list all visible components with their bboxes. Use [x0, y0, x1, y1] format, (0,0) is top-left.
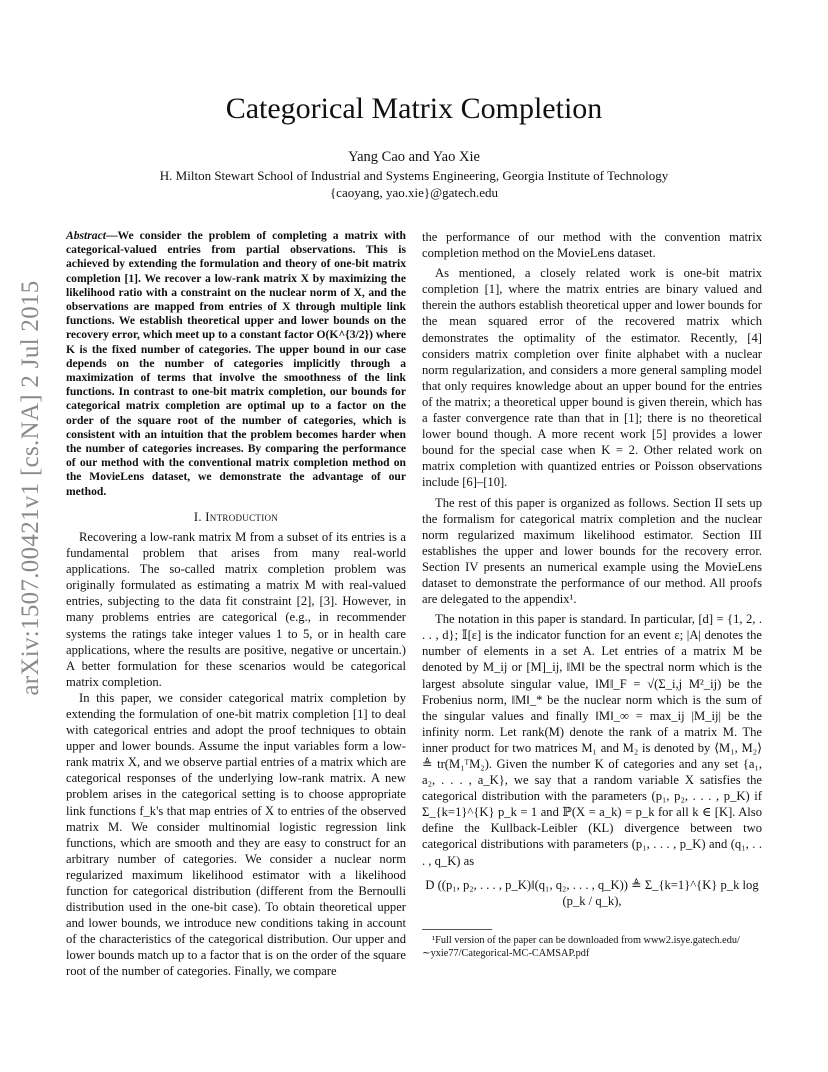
paragraph: In this paper, we consider categorical matrix completion by extending the formulation of one-bit matrix completion [1] to deal with categorical entries and adopt the proof techniques to obtain upper and lower bounds. Assume the input variables form a low-rank matrix X, and we observe partial entries of a matrix which are categorical responses of the underlying low-rank matrix. A new problem arises in the categorical setting is to choose appropriate link functions f_k's that map entries of X to entries of the observed matrix M. We consider multinomial logistic regression link functions, which are smooth and they are easy to construct for an arbitrary number of categories. We consider a nuclear norm regularized maximum likelihood estimator with a likelihood function for categorical distribution (different from the Bernoulli distribution used in the one-bit case). To obtain theoretical upper and lower bounds, we introduce new conditions taking in account of the characteristics of the categorical distribution. Our upper and lower bounds match up to a factor that is on the order of the square root of the number of categories. Finally, we compare: [66, 690, 406, 979]
right-column: [422, 229, 762, 960]
paragraph: The rest of this paper is organized as follows. Section II sets up the formalism for categorical matrix completion and the nuclear norm regularized maximum likelihood estimator. Section III establishes the upper and lower bounds for the recovery error. Section IV presents an numerical example using the MovieLens dataset to demonstrate the performance of our method. All proofs are delegated to the appendix¹.: [422, 495, 762, 607]
footnote-divider: [422, 929, 492, 930]
abstract-text: —We consider the problem of completing a matrix with categorical-valued entries from partial observations. This is achieved by extending the formulation and theory of one-bit matrix completion [1]. We recover a low-rank matrix X by maximizing the likelihood ratio with a constraint on the nuclear norm of X, and the observations are mapped from entries of X through multiple link functions. We establish theoretical upper and lower bounds on the recovery error, which meet up to a constant factor O(K^{3/2}) where K is the fixed number of categories. The upper bound in our case depends on the number of categories implicitly through a maximization of terms that involve the smoothness of the link functions. In contrast to one-bit matrix completion, our bounds for categorical matrix completion are optimal up to a factor on the order of the square root of the number of categories, which is consistent with an intuition that the problem becomes harder when the number of categories increases. By comparing the performance of our method with the conventional matrix completion method on the MovieLens dataset, we demonstrate the advantage of our method.: [66, 229, 406, 498]
arxiv-id: arXiv:1507.00421v1 [cs.NA] 2 Jul 2015: [17, 280, 44, 696]
abstract: [66, 229, 406, 499]
authors: Yang Cao and Yao Xie: [348, 149, 480, 165]
section-title: Introduction: [205, 509, 279, 524]
paragraph: the performance of our method with the convention matrix completion method on the MovieLens dataset.: [422, 230, 762, 261]
kl-divergence-equation: D ((p₁, p₂, . . . , p_K)‖(q₁, q₂, . . . , q_K)) ≜ Σ_{k=1}^{K} p_k log (p_k / q_k),: [425, 877, 759, 908]
footnote: ¹Full version of the paper can be downloaded from www2.isye.gatech.edu/∼yxie77/Categorical-MC-CAMSAP.pdf: [422, 934, 740, 959]
arxiv-stamp: [14, 280, 48, 696]
paragraph: Recovering a low-rank matrix M from a subset of its entries is a fundamental problem that arises from many real-world applications. The so-called matrix completion problem was originally formulated as estimating a matrix M with real-valued entries, subjecting to the data fit constraint [2], [3]. However, in many problems entries are categorical (e.g., in recommender systems the ratings take integer values 1 to 5, or in health care applications, where the results are positive, negative or uncertain.) A better formulation for these scenarios would be categorical matrix completion.: [66, 529, 406, 689]
affiliation: H. Milton Stewart School of Industrial and Systems Engineering, Georgia Institute of Technology: [159, 168, 669, 183]
abstract-label: Abstract: [66, 229, 106, 242]
page-title: Categorical Matrix Completion: [225, 92, 603, 125]
section-number: I.: [193, 509, 202, 524]
section-heading: [66, 509, 406, 525]
paragraph: The notation in this paper is standard. In particular, [d] = {1, 2, . . . , d}; 𝕀[ε] is the indicator function for an event ε; |A| denotes the number of elements in a set A. Let entries of a matrix M be denoted by M_ij or [M]_ij, ‖M‖ be the spectral norm which is the largest absolute singular value, ‖M‖_F = √(Σ_i,j M²_ij) be the Frobenius norm, ‖M‖_* be the nuclear norm which is the sum of the singular values and finally ‖M‖_∞ = max_ij |M_ij| be the infinity norm. Let rank(M) denote the rank of a matrix M. The inner product for two matrices M₁ and M₂ is denoted by ⟨M₁, M₂⟩ ≜ tr(M₁ᵀM₂). Given the number K of categories and any set {a₁, a₂, . . . , a_K}, we say that a random variable X satisfies the categorical distribution with the parameters (p₁, p₂, . . . , p_K) if Σ_{k=1}^{K} p_k = 1 and ℙ(X = a_k) = p_k for all k ∈ [K]. Also define the Kullback-Leibler (KL) divergence between two categorical distributions with parameters (p₁, . . . , p_K) and (q₁, . . . , q_K) as: [422, 612, 762, 868]
paragraph: As mentioned, a closely related work is one-bit matrix completion [1], where the matrix entries are binary valued and therein the authors establish theoretical upper and lower bounds for the mean squared error of the recovered matrix which demonstrates the optimality of the estimator. Recently, [4] considers matrix completion over finite alphabet with a nuclear norm regularization, and considers a more general sampling model that only requires knowledge about an upper bound for the entries of the matrix; a theoretical upper bound is given therein, which has a faster convergence rate than that in [1]; there is no theoretical lower bound though. A more recent work [5] provides a lower bound for the special case when K = 2. Other related work on matrix completion with quantized entries or Poisson observations include [6]–[10].: [422, 266, 762, 490]
left-column: [66, 229, 406, 980]
author-email: {caoyang, yao.xie}@gatech.edu: [329, 185, 499, 200]
